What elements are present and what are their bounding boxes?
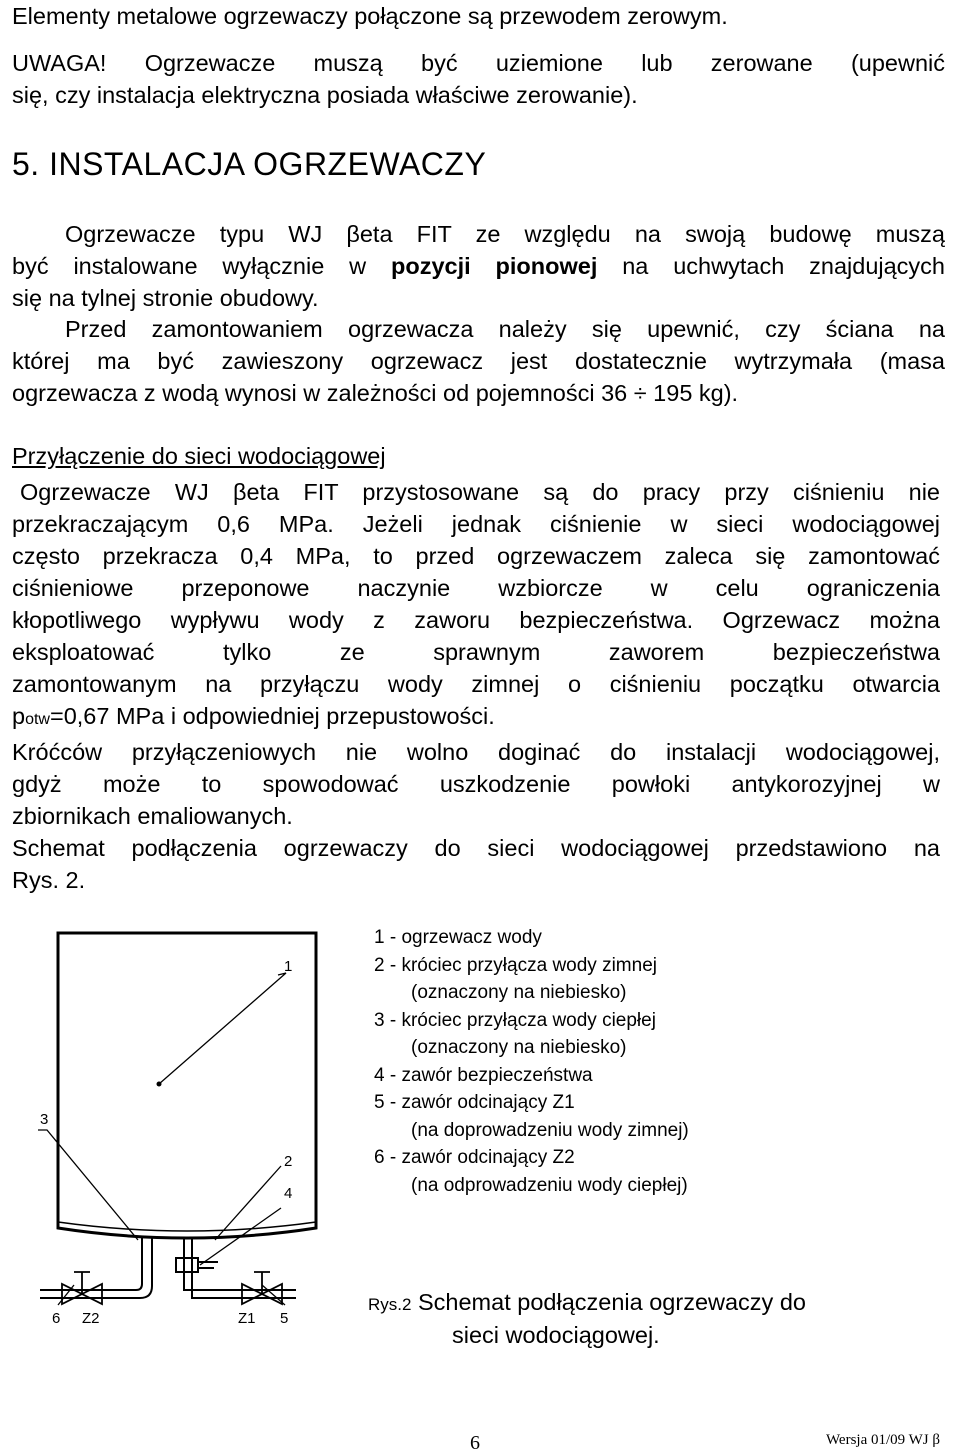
label-5: 5 xyxy=(280,1310,289,1327)
legend-item: (na odprowadzeniu wody ciepłej) xyxy=(411,1174,688,1196)
legend-item: (oznaczony na niebiesko) xyxy=(411,982,627,1003)
legend-item: 5 - zawór odcinający Z1 xyxy=(374,1092,575,1113)
leader-lines xyxy=(38,973,286,1305)
hot-water-pipe xyxy=(40,1238,152,1298)
warning-label: UWAGA! xyxy=(12,50,107,76)
cold-water-pipe xyxy=(176,1238,296,1298)
legend-item: (oznaczony na niebiesko) xyxy=(411,1037,627,1058)
installation-paragraph-2: Przed zamontowaniem ogrzewacza należy się upewnić, czy ściana na której ma być zawieszony ogrzewacz jest dostatecznie wytrzymała (masa ogrzewacza z wodą wynosi w zależności od pojemności 36 ÷ 195 kg). xyxy=(12,316,945,406)
legend-item: 4 - zawór bezpieczeństwa xyxy=(374,1064,593,1086)
legend-item: 6 - zawór odcinający Z2 xyxy=(374,1147,575,1168)
label-2: 2 xyxy=(284,1153,293,1170)
vertical-position-emphasis: pozycji pionowej xyxy=(391,253,598,279)
legend-item: 2 - króciec przyłącza wody zimnej xyxy=(374,954,657,976)
label-3: 3 xyxy=(40,1111,49,1128)
version-label: Wersja 01/09 WJ β xyxy=(825,1432,940,1448)
figure-caption: Rys.2 Schemat podłączenia ogrzewaczy do sieci wodociągowej. xyxy=(368,1289,806,1348)
warning-paragraph: UWAGA! Ogrzewacze muszą być uziemione lub zerowane (upewnić się, czy instalacja elektryczna posiada właściwe zerowanie). xyxy=(12,50,945,108)
legend-item: (na doprowadzeniu wody zimnej) xyxy=(411,1119,689,1141)
label-1: 1 xyxy=(284,958,293,975)
label-z1: Z1 xyxy=(238,1310,256,1327)
figure-label: Rys.2 xyxy=(368,1295,412,1314)
label-4: 4 xyxy=(284,1185,293,1202)
valve-z1 xyxy=(242,1272,282,1304)
valve-z2 xyxy=(62,1272,102,1304)
water-connection-heading: Przyłączenie do sieci wodociągowej xyxy=(12,443,386,469)
grounding-text: Elementy metalowe ogrzewaczy połączone są przewodem zerowym. xyxy=(12,3,728,29)
label-z2: Z2 xyxy=(82,1310,100,1327)
legend-item: 1 - ogrzewacz wody xyxy=(374,927,542,948)
installation-paragraph-1: Ogrzewacze typu WJ βeta FIT ze względu na swoją budowę muszą być instalowane wyłącznie w pozycji pionowej na uchwytach znajdujących się na tylnej stronie obudowy. xyxy=(12,221,945,311)
page-number: 6 xyxy=(470,1432,480,1454)
water-heater-tank xyxy=(58,933,316,1238)
section-title: 5. INSTALACJA OGRZEWACZY xyxy=(12,146,487,182)
legend-item: 3 - króciec przyłącza wody ciepłej xyxy=(374,1009,656,1031)
water-connection-paragraph: Ogrzewacze WJ βeta FIT przystosowane są do pracy przy ciśnieniu nie przekraczającym 0,6 MPa. Jeżeli jednak ciśnienie w sieci wodociągowej często przekracza 0,4 MPa, to przed ogrzewaczem zaleca się zamontować ciśnieniowe przeponowe naczynie wzbiorcze w celu ograniczenia kłopotliwego wypływu wody z zaworu bezpieczeństwa. Ogrzewacz można eksploatować tylko ze sprawnym zaworem bezpieczeństwa zamontowanym na przyłączu wody zimnej o ciśnieniu początku otwarcia potw=0,67 MPa i odpowiedniej przepustowości. Króćców przyłączeniowych nie wolno doginać do instalacji wodociągowej, gdyż może to spowodować uszkodzenie powłoki antykorozyjnej w zbiornikach emaliowanych. Schemat podłączenia ogrzewaczy do sieci wodociągowej przedstawiono na Rys. 2. xyxy=(12,479,940,893)
label-6: 6 xyxy=(52,1310,61,1327)
diagram-legend xyxy=(374,924,689,1199)
